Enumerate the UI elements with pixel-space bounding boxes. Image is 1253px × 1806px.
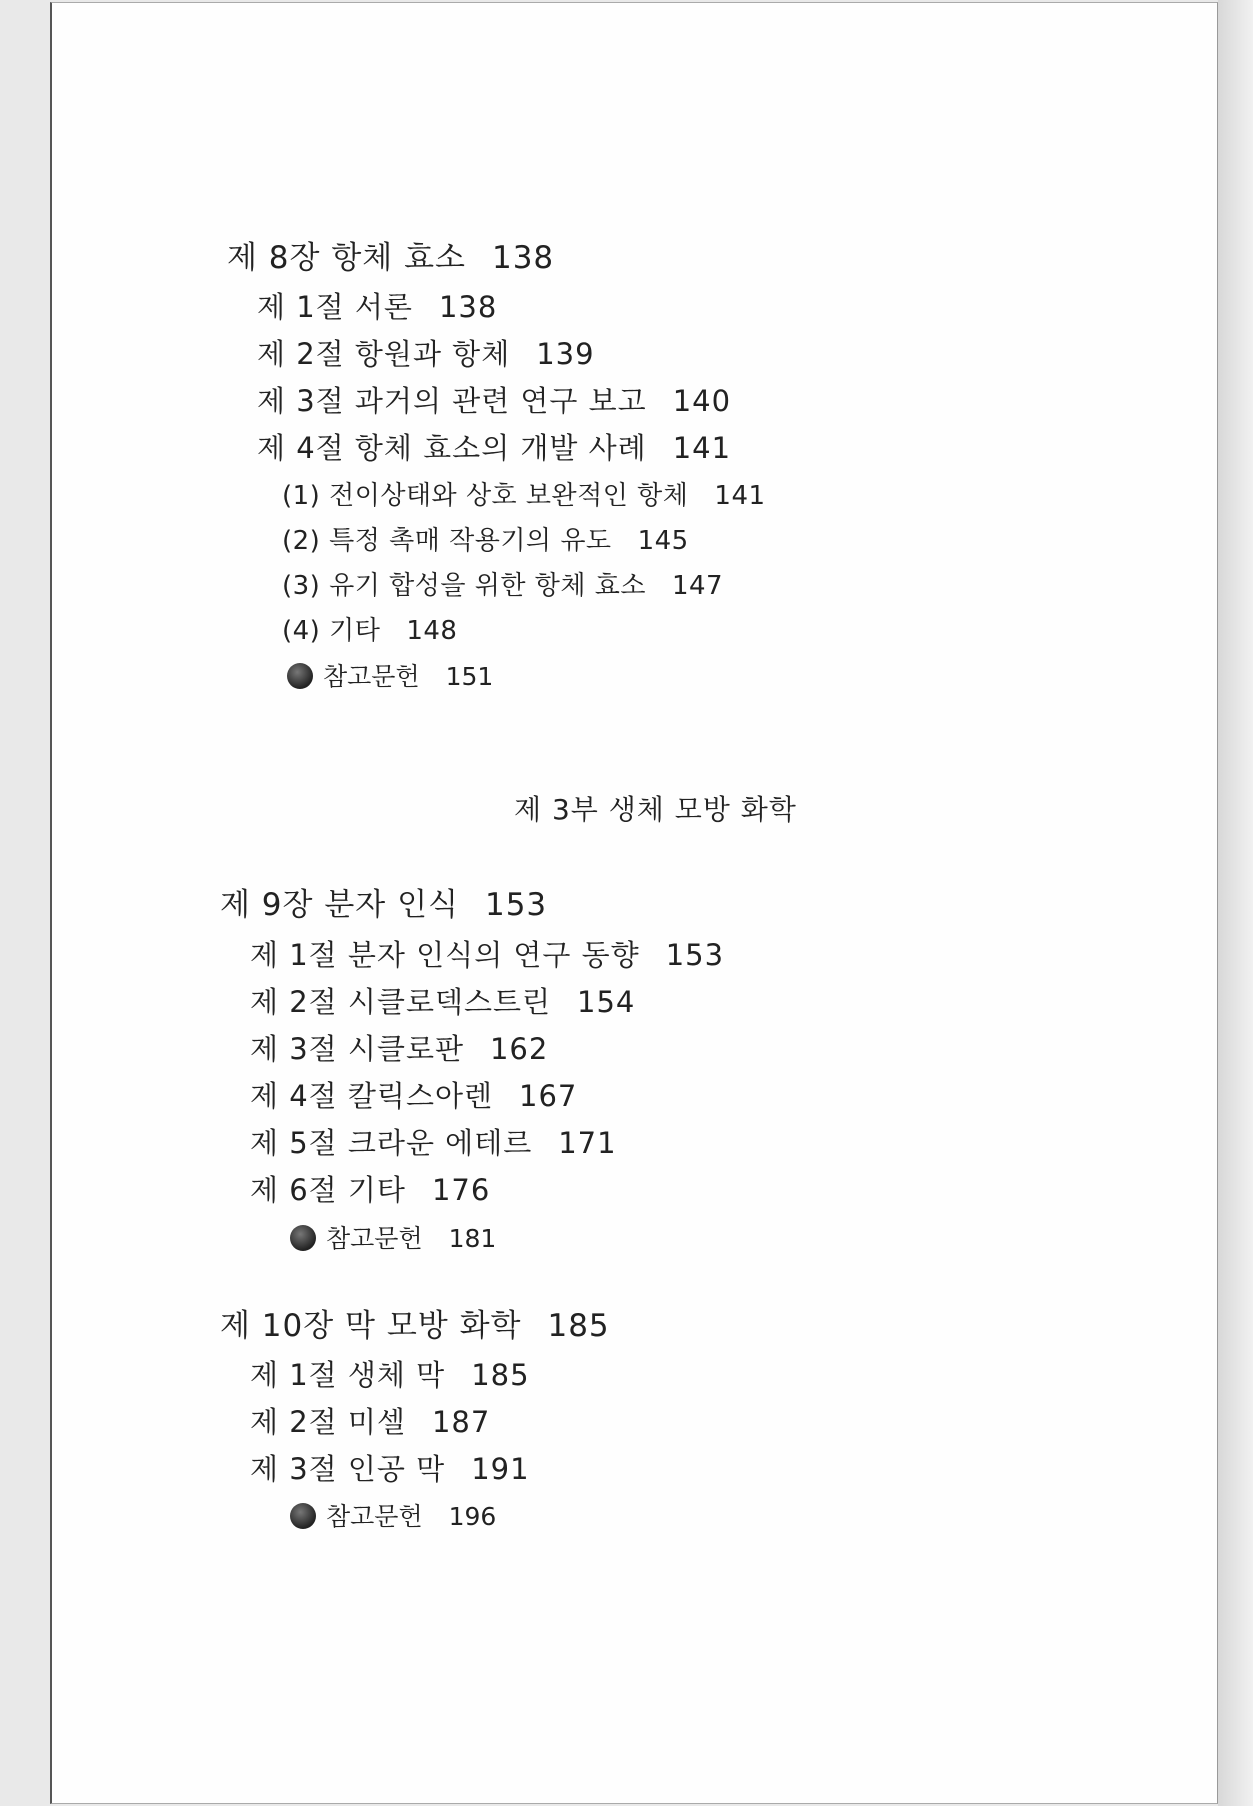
subitem-page: 147 [671, 571, 724, 601]
section-title: 제 4절 칼릭스아렌 [250, 1079, 493, 1113]
chapter-page: 153 [484, 887, 548, 923]
chapter-8-heading [227, 240, 555, 276]
chapter-9-heading [220, 887, 548, 923]
part-title: 제 3부 생체 모방 화학 [514, 793, 797, 826]
toc-section [257, 337, 595, 371]
section-title: 제 2절 미셀 [250, 1405, 406, 1439]
section-title: 제 1절 분자 인식의 연구 동향 [250, 938, 640, 972]
references-entry [290, 1225, 496, 1251]
section-title: 제 3절 시클로판 [250, 1032, 464, 1066]
references-label: 참고문헌 [323, 662, 420, 691]
subitem-page: 145 [637, 526, 689, 556]
references-page: 151 [445, 662, 494, 691]
toc-section [250, 1173, 491, 1207]
bullet-dot-icon [290, 1225, 316, 1251]
section-page: 162 [489, 1032, 549, 1066]
section-page: 171 [558, 1126, 617, 1160]
section-title: 제 4절 항체 효소의 개발 사례 [257, 431, 647, 465]
subitem-page: 148 [406, 616, 458, 646]
section-page: 139 [536, 337, 595, 371]
references-label: 참고문헌 [326, 1224, 423, 1253]
toc-section [250, 1452, 530, 1486]
section-title: 제 5절 크라운 에테르 [250, 1126, 533, 1160]
toc-section [257, 384, 732, 418]
section-title: 제 2절 시클로덱스트린 [250, 985, 552, 1019]
subitem-title: (4) 기타 [282, 616, 381, 646]
page-edge-shadow [1218, 0, 1253, 1806]
subitem-title: (2) 특정 촉매 작용기의 유도 [282, 526, 612, 556]
references-entry [290, 1503, 496, 1529]
toc-subitem [282, 618, 457, 644]
toc-section [250, 1405, 491, 1439]
chapter-10-heading [220, 1308, 610, 1344]
bullet-dot-icon [287, 663, 313, 689]
references-label: 참고문헌 [326, 1502, 423, 1531]
document-page [50, 2, 1218, 1804]
section-title: 제 1절 서론 [257, 290, 413, 324]
references-entry [287, 663, 493, 689]
subitem-title: (3) 유기 합성을 위한 항체 효소 [282, 571, 646, 601]
toc-section [250, 1358, 530, 1392]
bullet-dot-icon [290, 1503, 316, 1529]
toc-subitem [282, 528, 689, 554]
subitem-page: 141 [714, 481, 766, 511]
toc-section [257, 431, 732, 465]
section-page: 187 [431, 1405, 491, 1439]
section-page: 176 [431, 1173, 491, 1207]
toc-subitem [282, 573, 723, 599]
toc-section [250, 985, 636, 1019]
section-page: 141 [672, 431, 732, 465]
toc-section [250, 1032, 549, 1066]
toc-section [257, 290, 498, 324]
section-title: 제 3절 인공 막 [250, 1452, 446, 1486]
chapter-title: 제 9장 분자 인식 [220, 887, 459, 923]
section-page: 191 [471, 1452, 530, 1486]
toc-section [250, 938, 725, 972]
section-title: 제 2절 항원과 항체 [257, 337, 511, 371]
section-title: 제 6절 기타 [250, 1173, 406, 1207]
toc-section [250, 1126, 617, 1160]
section-page: 185 [471, 1358, 530, 1392]
references-page: 181 [448, 1224, 497, 1253]
section-title: 제 1절 생체 막 [250, 1358, 446, 1392]
chapter-title: 제 8장 항체 효소 [227, 240, 466, 276]
section-page: 140 [672, 384, 732, 418]
section-page: 154 [577, 985, 636, 1019]
section-page: 167 [519, 1079, 578, 1113]
toc-section [250, 1079, 578, 1113]
subitem-title: (1) 전이상태와 상호 보완적인 항체 [282, 481, 689, 511]
chapter-page: 185 [547, 1308, 610, 1344]
chapter-page: 138 [491, 240, 555, 276]
references-page: 196 [448, 1502, 497, 1531]
toc-subitem [282, 483, 766, 509]
section-title: 제 3절 과거의 관련 연구 보고 [257, 384, 647, 418]
chapter-title: 제 10장 막 모방 화학 [220, 1308, 522, 1344]
section-page: 138 [438, 290, 498, 324]
part-3-heading [514, 793, 797, 826]
section-page: 153 [665, 938, 725, 972]
